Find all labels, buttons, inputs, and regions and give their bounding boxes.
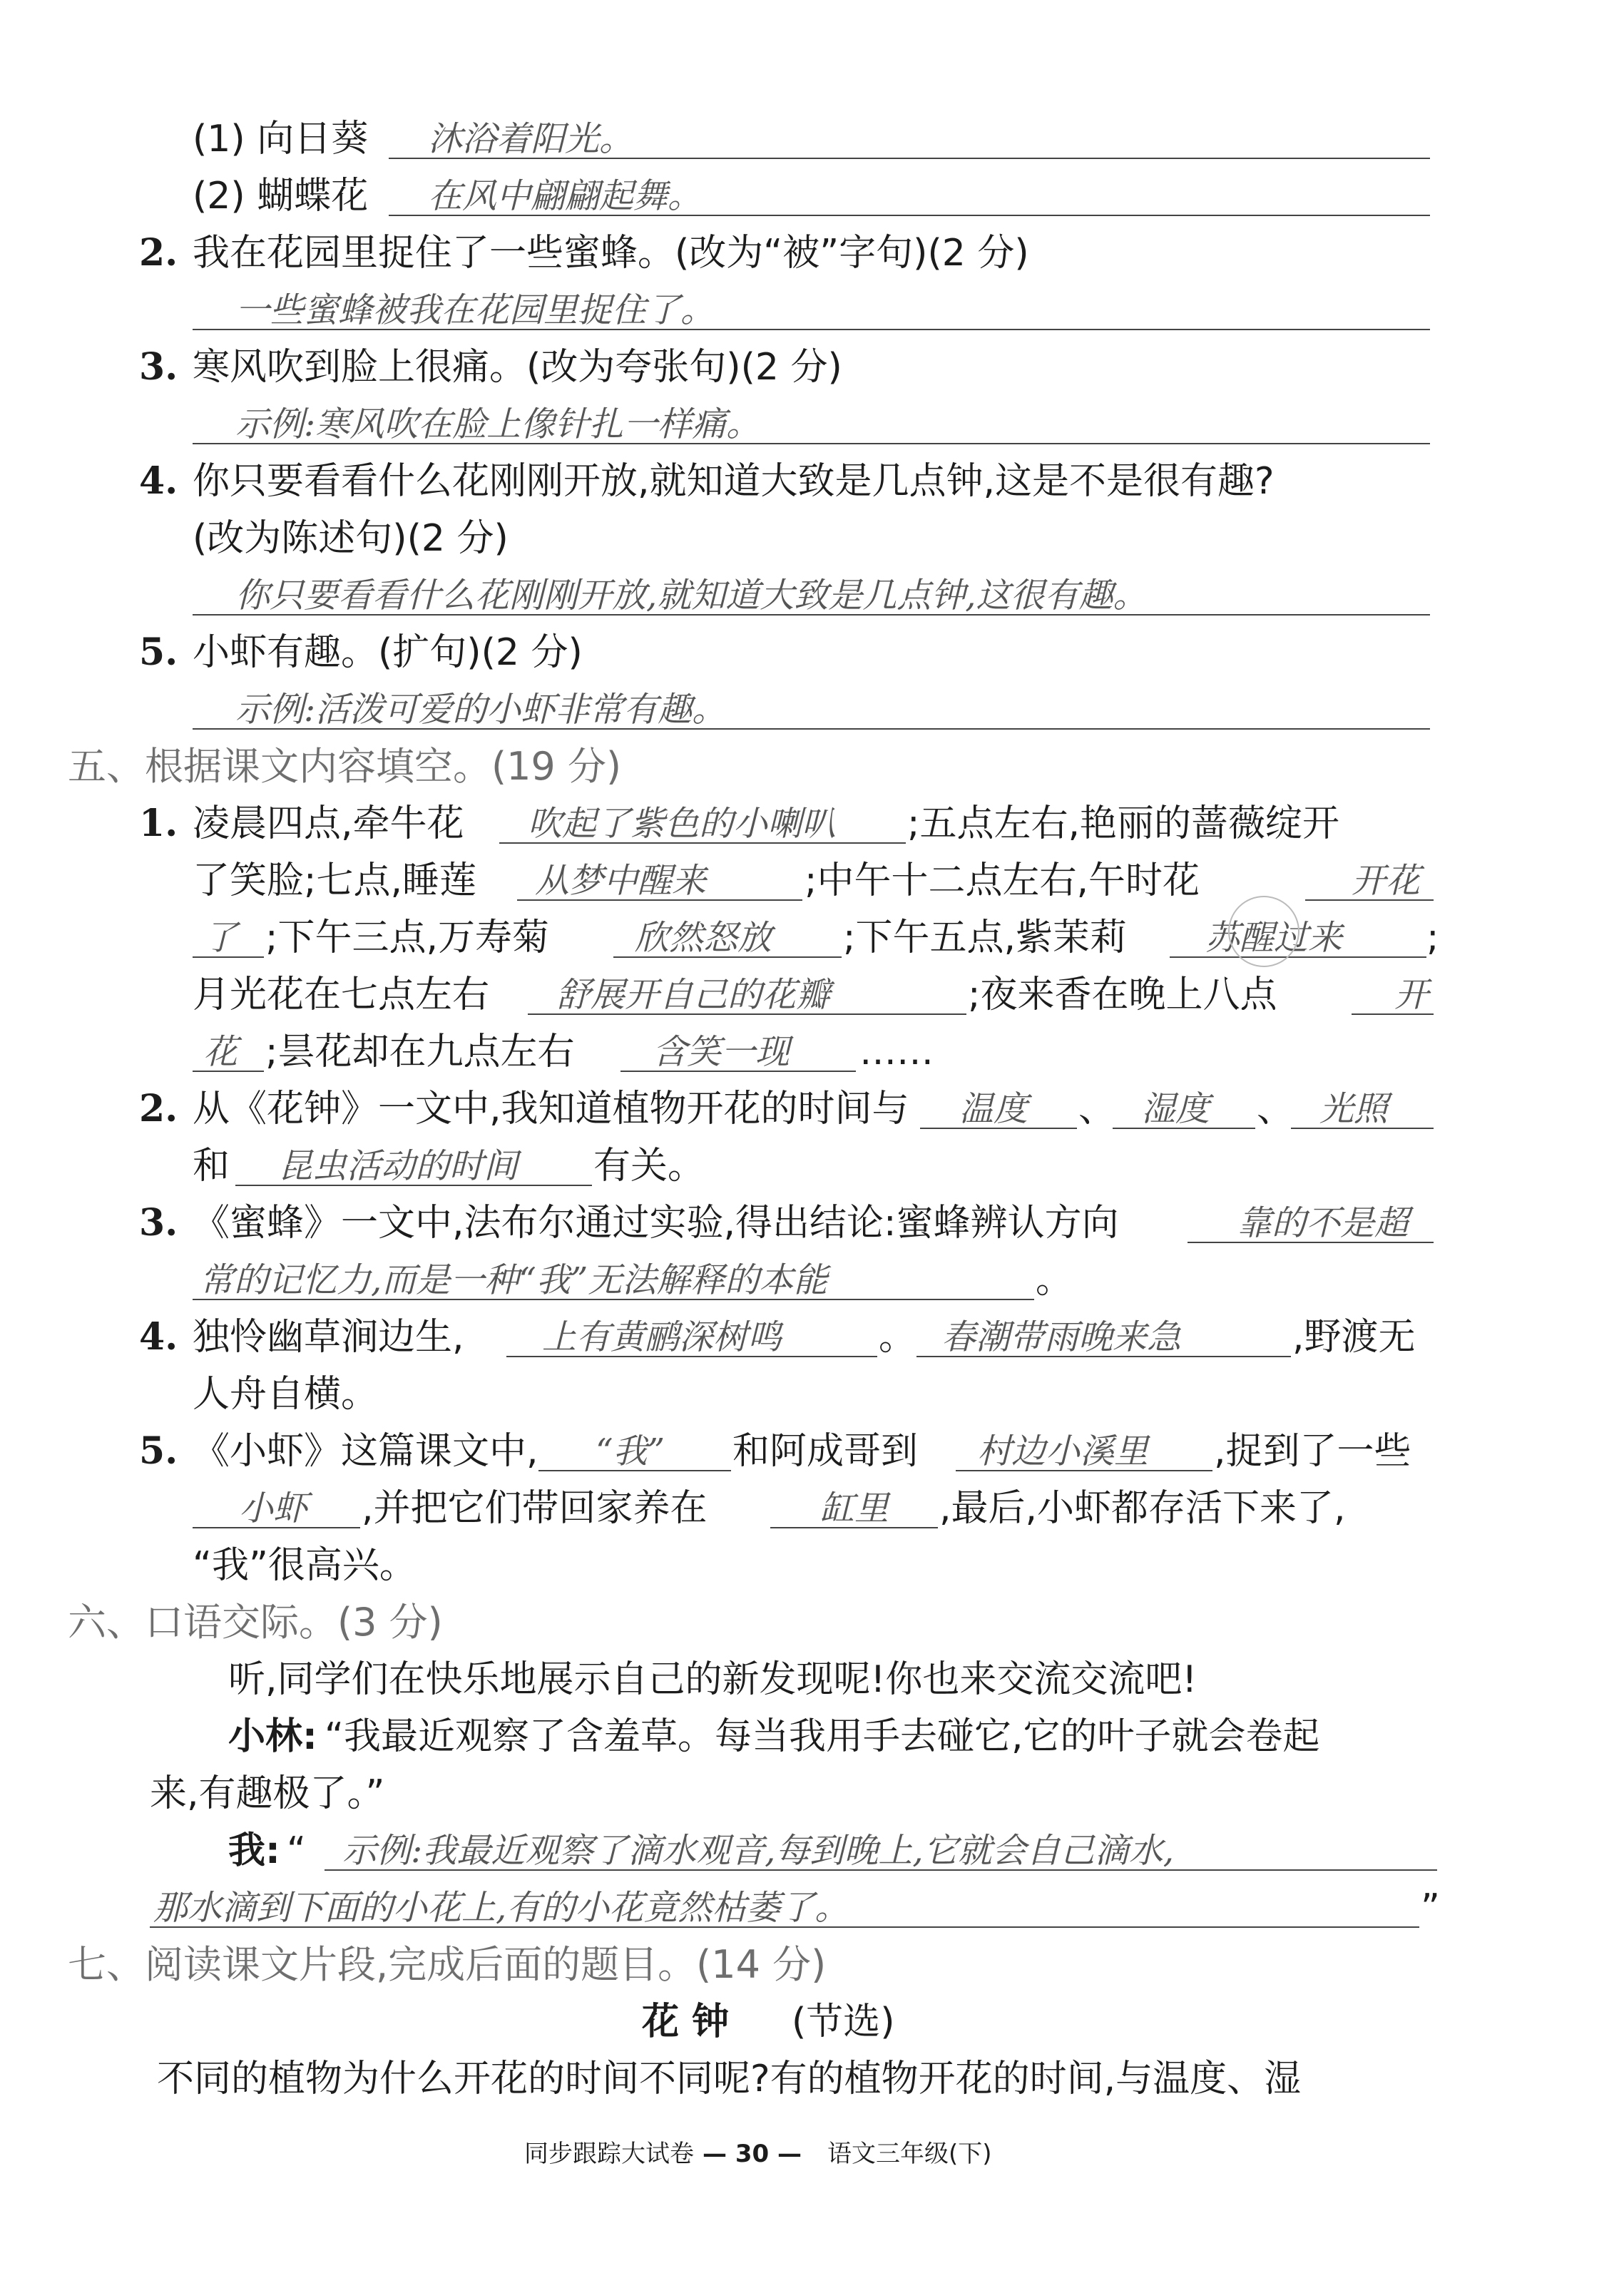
q4-item4-question	[0, 453, 1624, 510]
question-text: 有关。	[593, 1145, 705, 1188]
handwritten-answer: 沐浴着阳光。	[428, 119, 634, 159]
item-number: 4.	[139, 1315, 178, 1359]
handwritten-answer: 靠的不是超	[1237, 1203, 1409, 1243]
q5-item2-line2	[0, 1138, 1624, 1195]
question-text: ;五点左右,艳丽的蔷薇绽开	[907, 802, 1340, 845]
handwritten-answer: 村边小溪里	[977, 1431, 1149, 1471]
handwritten-answer: 昆虫活动的时间	[278, 1146, 519, 1186]
q4-item3-answer	[0, 396, 1624, 453]
question-text: ,并把它们带回家养在	[362, 1487, 708, 1530]
handwritten-answer: 春潮带雨晚来急	[941, 1317, 1182, 1357]
handwritten-answer: 在风中翩翩起舞。	[428, 176, 703, 216]
question-text: “我最近观察了含羞草。每当我用手去碰它,它的叶子就会卷起	[325, 1715, 1320, 1758]
question-text: 独怜幽草涧边生,	[193, 1316, 464, 1359]
q4-item4-answer	[0, 567, 1624, 624]
quote-mark: “	[287, 1829, 306, 1872]
item-number: 3.	[139, 1201, 178, 1245]
q5-item1-line5	[0, 1023, 1624, 1081]
handwritten-answer: 湿度	[1141, 1089, 1210, 1129]
item-number: 3.	[139, 345, 178, 389]
question-text: 凌晨四点,牵牛花	[193, 802, 464, 845]
q5-item1-line3	[0, 909, 1624, 966]
stamp-mark	[1228, 896, 1299, 967]
handwritten-answer: 上有黄鹂深树鸣	[542, 1317, 782, 1357]
question-text: 、	[1078, 1088, 1116, 1130]
handwritten-answer: 示例:活泼可爱的小虾非常有趣。	[235, 690, 727, 730]
handwritten-answer: “我”	[596, 1431, 665, 1471]
section-heading: 六、口语交际。(3 分)	[68, 1600, 443, 1645]
passage-title-note: (节选)	[792, 2001, 895, 2043]
footer-page-number: — 30 —	[703, 2140, 802, 2168]
item-number: 4.	[139, 459, 178, 503]
q6-heading-row	[0, 1594, 1624, 1651]
speaker-label: 我:	[228, 1829, 280, 1872]
q5-item1-line4	[0, 966, 1624, 1023]
q5-item2-line1	[0, 1081, 1624, 1138]
handwritten-answer: 那水滴到下面的小花上,有的小花竟然枯萎了。	[153, 1888, 849, 1928]
question-text: 和阿成哥到	[732, 1430, 919, 1473]
q6-me-row1	[0, 1822, 1624, 1879]
handwritten-answer: 花	[203, 1032, 238, 1072]
q5-item4-line2	[0, 1366, 1624, 1423]
section-heading: 七、阅读课文片段,完成后面的题目。(14 分)	[68, 1942, 827, 1987]
q4-part2-row	[0, 168, 1624, 225]
question-text: 和	[193, 1145, 230, 1188]
q4-item2-question	[0, 225, 1624, 282]
question-text: ;昙花却在九点左右	[265, 1031, 575, 1073]
q5-item1-line1	[0, 795, 1624, 852]
item-number: 5.	[139, 1429, 178, 1473]
q6-lin-row2	[0, 1765, 1624, 1822]
q6-lin-row1	[0, 1708, 1624, 1765]
footer-subject: 语文三年级(下)	[827, 2140, 992, 2168]
q7-title-row	[0, 1993, 1624, 2050]
handwritten-answer: 缸里	[820, 1488, 889, 1528]
question-text: (改为陈述句)(2 分)	[193, 517, 509, 560]
question-text: 我在花园里捉住了一些蜜蜂。(改为“被”字句)(2 分)	[193, 232, 1029, 275]
question-text: 你只要看看什么花刚刚开放,就知道大致是几点钟,这是不是很有趣?	[193, 460, 1275, 503]
question-text: ……	[859, 1031, 934, 1073]
q5-item1-line2	[0, 852, 1624, 909]
q5-item3-line1	[0, 1195, 1624, 1252]
passage-title: 花 钟	[642, 2001, 730, 2043]
question-text: 、	[1257, 1088, 1294, 1130]
item-number: 2.	[139, 1087, 178, 1130]
item-number: 1.	[139, 802, 178, 845]
speaker-label: 小林:	[228, 1715, 317, 1758]
question-text: 人舟自横。	[193, 1373, 379, 1416]
question-text: 《小虾》这篇课文中,	[193, 1430, 538, 1473]
q4-item5-answer	[0, 681, 1624, 738]
question-text: 了笑脸;七点,睡莲	[193, 859, 477, 902]
footer-book-title: 同步跟踪大试卷	[524, 2140, 694, 2168]
q4-part1-row	[0, 111, 1624, 168]
question-text: 寒风吹到脸上很痛。(改为夸张句)(2 分)	[193, 346, 842, 389]
q4-item3-question	[0, 339, 1624, 396]
question-text: 听,同学们在快乐地展示自己的新发现呢!你也来交流交流吧!	[228, 1658, 1197, 1701]
question-text: 《蜜蜂》一文中,法布尔通过实验,得出结论:蜜蜂辨认方向	[193, 1202, 1119, 1245]
handwritten-answer: 吹起了紫色的小喇叭	[528, 804, 837, 844]
q5-item5-line3	[0, 1537, 1624, 1594]
q4-item2-answer	[0, 282, 1624, 339]
question-text: ;夜来香在晚上八点	[968, 974, 1277, 1016]
question-text: 月光花在七点左右	[193, 974, 490, 1016]
q7-passage-row	[0, 2050, 1624, 2108]
question-text: 来,有趣极了。”	[150, 1772, 385, 1815]
handwritten-answer: 示例:寒风吹在脸上像针扎一样痛。	[235, 404, 761, 444]
handwritten-answer: 舒展开自己的花瓣	[556, 975, 831, 1015]
q5-item5-line1	[0, 1423, 1624, 1480]
handwritten-answer: 温度	[959, 1089, 1028, 1129]
question-text: “我”很高兴。	[193, 1544, 417, 1587]
item-number: 5.	[139, 630, 178, 674]
q7-heading-row	[0, 1936, 1624, 1993]
question-text: 小虾有趣。(扩句)(2 分)	[193, 631, 583, 674]
passage-text: 不同的植物为什么开花的时间不同呢?有的植物开花的时间,与温度、湿	[157, 2058, 1302, 2100]
handwritten-answer: 从梦中醒来	[535, 861, 707, 901]
handwritten-answer: 一些蜜蜂被我在花园里捉住了。	[235, 290, 715, 330]
question-text: 。	[879, 1316, 916, 1359]
q6-intro-row	[0, 1651, 1624, 1708]
q5-item5-line2	[0, 1480, 1624, 1537]
question-text: ;	[1426, 916, 1439, 959]
section-heading: 五、根据课文内容填空。(19 分)	[68, 744, 622, 789]
q5-item3-line2	[0, 1252, 1624, 1309]
question-text: ;中午十二点左右,午时花	[805, 859, 1200, 902]
handwritten-answer: 开	[1394, 975, 1429, 1015]
page-footer	[0, 2133, 1624, 2175]
handwritten-answer: 了	[203, 918, 238, 958]
q4-part2-label: (2) 蝴蝶花	[193, 175, 369, 218]
quote-mark: ”	[1421, 1886, 1440, 1929]
handwritten-answer: 光照	[1319, 1089, 1389, 1129]
handwritten-answer: 常的记忆力,而是一种“我”无法解释的本能	[200, 1260, 828, 1300]
handwritten-answer: 示例:我最近观察了滴水观音,每到晚上,它就会自己滴水,	[342, 1831, 1174, 1871]
q5-heading-row	[0, 738, 1624, 795]
question-text: ,最后,小虾都存活下来了,	[939, 1487, 1346, 1530]
handwritten-answer: 你只要看看什么花刚刚开放,就知道大致是几点钟,这很有趣。	[235, 576, 1148, 616]
q6-me-row2	[0, 1879, 1624, 1936]
q4-item5-question	[0, 624, 1624, 681]
question-text: ;下午五点,紫茉莉	[843, 916, 1128, 959]
item-number: 2.	[139, 231, 178, 275]
question-text: ;下午三点,万寿菊	[265, 916, 550, 959]
handwritten-answer: 含笑一现	[653, 1032, 790, 1072]
question-text: ,捉到了一些	[1214, 1430, 1411, 1473]
q4-item4-question-cont	[0, 510, 1624, 567]
question-text: 。	[1036, 1259, 1073, 1302]
handwritten-answer: 欣然怒放	[635, 918, 772, 958]
handwritten-answer: 苏醒过来	[1205, 918, 1343, 958]
q4-part1-label: (1) 向日葵	[193, 118, 369, 160]
handwritten-answer: 开花	[1352, 861, 1421, 901]
question-text: ,野渡无	[1292, 1316, 1416, 1359]
q5-item4-line1	[0, 1309, 1624, 1366]
question-text: 从《花钟》一文中,我知道植物开花的时间与	[193, 1088, 909, 1130]
handwritten-answer: 小虾	[239, 1488, 308, 1528]
